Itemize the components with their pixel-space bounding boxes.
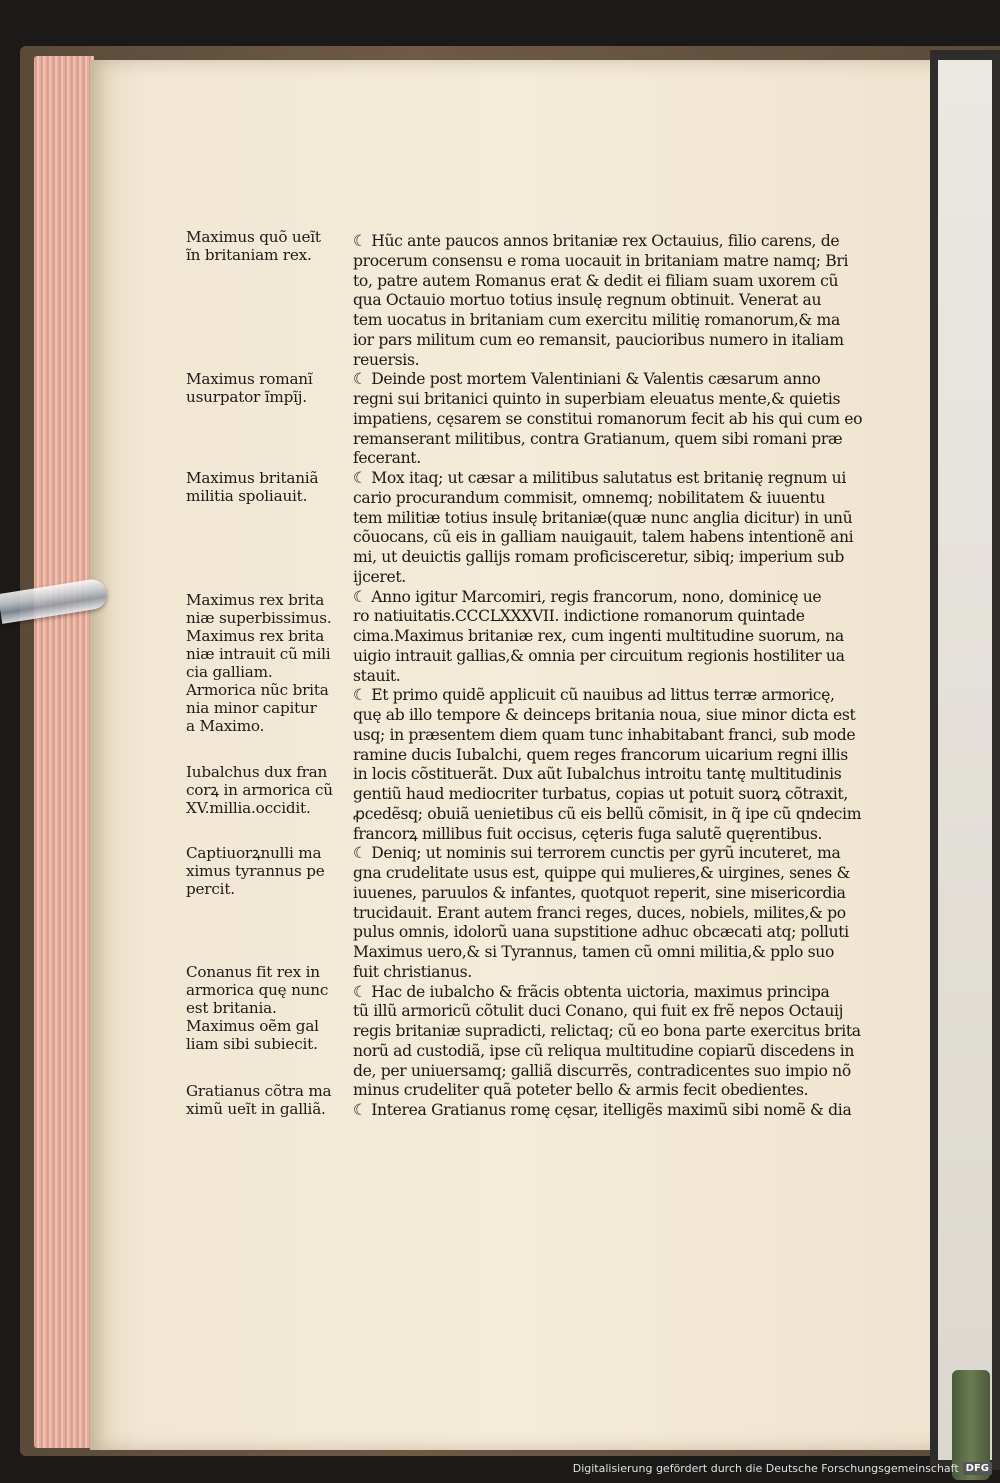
text-line: de, per uniuersamq; galliã discurrẽs, contradicentes suo impio nõ [353,1061,851,1080]
text-line: gna crudelitate usus est, quippe qui mulieres,& uirgines, senes & [353,864,851,882]
text-line: ijceret. [353,567,406,586]
text-line: ☾ Mox itaq; ut cæsar a militibus salutatus est britanię regnum ui [353,469,846,487]
text-line: ro natiuitatis.CCCLXXXVII. indictione romanorum quintade [353,607,805,626]
text-line: norũ ad custodiã, ipse cũ reliqua multitudine copiarũ discedens in [353,1041,855,1060]
text-line: to, patre autem Romanus erat & dedit ei filiam suam uxorem cũ [353,271,839,290]
footer-credit [573,1462,992,1475]
book-spine-right [930,50,1000,1470]
text-line: ꝓcedẽsq; obuiã uenietibus cũ eis bellũ cõmisit, in q̃ ipe cũ qndecim [353,804,862,823]
text-line: remanserant militibus, contra Gratianum, quem sibi romani præ [353,429,843,448]
text-line: fecerant. [353,449,421,468]
margin-note: Conanus fit rex in armorica quę nunc est britania. Maximus oẽm gal liam sibi subiecit. [186,963,329,1053]
text-line: ☾ Hũc ante paucos annos britaniæ rex Octauius, filio carens, de [353,232,840,250]
text-line: fuit christianus. [353,962,472,981]
dfg-logo-icon: DFG [963,1462,992,1475]
text-line: trucidauit. Erant autem franci reges, duces, nobiels, milites,& po [353,903,846,922]
margin-note: Captiuorꝝnulli ma ximus tyrannus pe percit. [186,844,325,898]
text-line: regis britaniæ supradicti, relictaq; cũ eo bona parte exercitus brita [353,1022,861,1040]
text-line: ☾ Deinde post mortem Valentiniani & Valentis cæsarum anno [353,370,821,389]
text-line: cima.Maximus britaniæ rex, cum ingenti multitudine suorum, na [353,627,844,645]
margin-note: Maximus quõ ueĩt ĩn britaniam rex. [186,228,321,264]
text-line: Maximus uero,& si Tyrannus, tamen cũ omni militia,& pplo suo [353,943,834,961]
margin-note: Maximus britaniã militia spoliauit. [186,469,319,505]
text-line: minus crudeliter quã poteter bello & armis fecit obedientes. [353,1081,809,1100]
text-line: tũ illũ armoricũ cõtulit duci Conano, qui fuit ex frẽ nepos Octauij [353,1002,844,1021]
text-line: iuuenes, paruulos & infantes, quotquot reperit, sine misericordia [353,883,846,902]
footer-credit-text: Digitalisierung gefördert durch die Deutsche Forschungsgemeinschaft [572,1462,959,1475]
facing-page-edge [938,60,992,1460]
text-line: in locis cõstituerãt. Dux aũt Iubalchus introitu tantę multitudinis [353,765,842,784]
margin-note: Iubalchus dux fran corꝝ in armorica cũ XV.millia.occidit. [186,763,333,817]
margin-note: Gratianus cõtra ma ximũ ueĩt in galliã. [186,1082,332,1118]
text-line: tem militiæ totius insulę britaniæ(quæ nunc anglia dicitur) in unũ [353,508,853,527]
text-line: ☾ Et primo quidẽ applicuit cũ nauibus ad littus terræ armoricę, [353,686,835,705]
text-line: mi, ut deuictis gallijs romam proficisceretur, sibiq; imperium sub [353,548,845,566]
text-line: cario procurandum commisit, omnemq; nobilitatem & iuuentu [353,488,825,507]
text-line: ☾ Hac de iubalcho & frãcis obtenta uictoria, maximus principa [353,982,830,1001]
text-line: francorꝝ millibus fuit occisus, cęteris fuga salutẽ quęrentibus. [353,824,823,843]
text-line: qua Octauio mortuo totius insulę regnum obtinuit. Venerat au [353,291,822,310]
text-line: uigio intrauit gallias,& omnia per circuitum regionis hostiliter ua [353,646,845,665]
text-line: ☾ Anno igitur Marcomiri, regis francorum, nono, dominicę ue [353,587,822,606]
margin-note: Maximus rex brita niæ superbissimus. Maximus rex brita niæ intrauit cũ mili cia galliam. Armorica nũc brita nia minor capitur a Maximo. [186,591,332,735]
text-line: tem uocatus in britaniam cum exercitu militię romanorum,& ma [353,311,840,329]
text-line: usq; in præsentem diem quam tunc inhabitabant franci, sub mode [353,725,856,744]
text-line: reuersis. [353,350,420,369]
text-line: quę ab illo tempore & deinceps britania noua, siue minor dicta est [353,706,856,724]
text-line: impatiens, cęsarem se constitui romanorum fecit ab his qui cum eo [353,409,863,428]
margin-note: Maximus romanĩ usurpator ĩmpĩj. [186,370,313,406]
text-line: ☾ Interea Gratianus romę cęsar, itelligẽs maximũ sibi nomẽ & dia [353,1101,852,1119]
text-line: cõuocans, cũ eis in galliam nauigauit, talem habens intentionẽ ani [353,528,854,547]
text-line: procerum consensu e roma uocauit in britaniam matre namq; Bri [353,251,849,270]
text-line: ior pars militum cum eo remansit, paucioribus numero in italiam [353,330,844,349]
page-edges [34,56,94,1448]
text-line: gentiũ haud mediocriter turbatus, copias ut potuit suorꝝ cõtraxit, [353,785,848,803]
text-line: pulus omnis, idolorũ uana supstitione adhuc obcæcati atq; polluti [353,923,849,942]
text-line: ramine ducis Iubalchi, quem reges francorum uicarium regni illis [353,745,848,764]
text-line: regni sui britanici quinto in superbiam eleuatus mente,& quietis [353,390,841,408]
text-line: stauit. [353,666,401,685]
text-line: ☾ Deniq; ut nominis sui terrorem cunctis per gyrũ incuteret, ma [353,844,841,863]
